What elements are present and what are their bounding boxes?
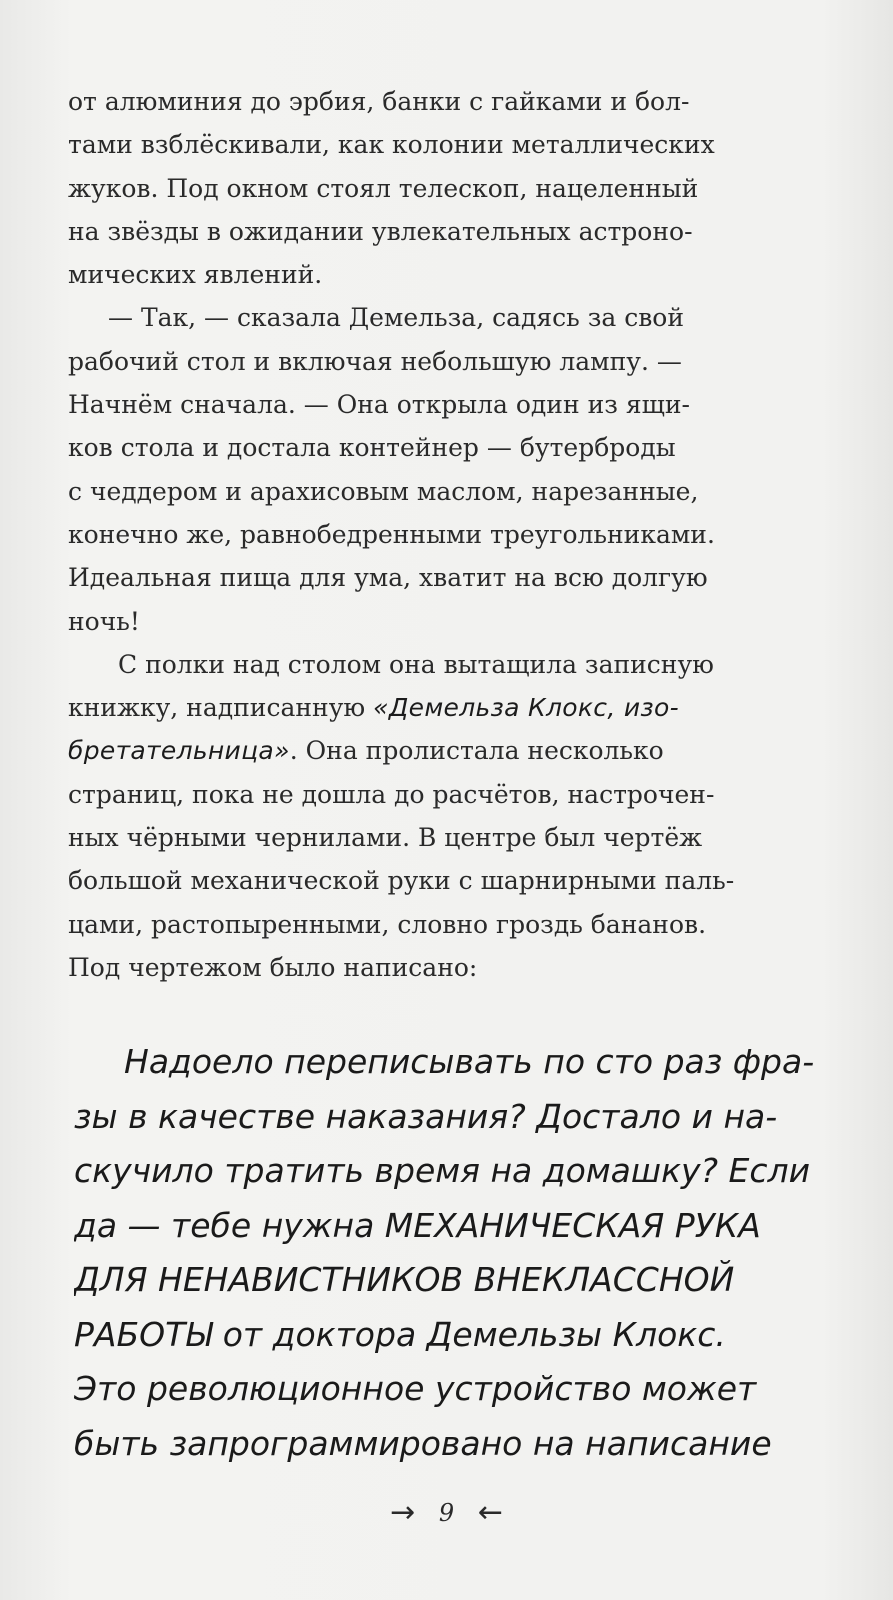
text-line xyxy=(68,686,813,729)
text-line: на звёзды в ожидании увлекательных астроно- xyxy=(68,216,693,246)
text-line: страниц, пока не дошла до расчётов, настрочен- xyxy=(68,779,715,809)
handwritten-line: Надоело переписывать по сто раз фра- xyxy=(124,1042,815,1081)
text-line: Идеальная пища для ума, хватит на всю долгую xyxy=(68,563,708,593)
handwritten-line: РАБОТЫ от доктора Демельзы Клокс. xyxy=(74,1314,726,1354)
handwritten-title: «Демельза Клокс, изо- xyxy=(373,693,679,723)
page-number: 9 xyxy=(438,1498,455,1527)
handwritten-note xyxy=(74,1035,824,1471)
text-line: жуков. Под окном стоял телескоп, нацеленный xyxy=(68,173,699,203)
text-line: с чеддером и арахисовым маслом, нарезанные, xyxy=(68,476,699,506)
handwritten-line: да — тебе нужна МЕХАНИЧЕСКАЯ РУКА xyxy=(74,1205,761,1245)
text-segment: . Она пролистала несколько xyxy=(289,736,664,766)
text-line: от алюминия до эрбия, банки с гайками и бол- xyxy=(68,87,690,116)
body-text xyxy=(68,80,813,989)
text-line: ков стола и достала контейнер — бутерброды xyxy=(68,433,676,463)
handwritten-line: ДЛЯ НЕНАВИСТНИКОВ ВНЕКЛАССНОЙ xyxy=(74,1260,735,1299)
arrow-right-icon: → xyxy=(390,1495,416,1530)
page-footer xyxy=(0,1495,893,1530)
text-line: тами взблёскивали, как колонии металлических xyxy=(68,130,715,160)
text-line: Под чертежом было написано: xyxy=(68,952,478,982)
text-line: — Так, — сказала Демельза, садясь за свой xyxy=(108,303,684,333)
handwritten-title: бретательница» xyxy=(68,736,290,766)
arrow-left-icon: ← xyxy=(477,1495,503,1530)
text-line: Начнём сначала. — Она открыла один из ящи- xyxy=(68,390,690,420)
text-line: рабочий стол и включая небольшую лампу. — xyxy=(68,346,682,376)
handwritten-line: зы в качестве наказания? Достало и на- xyxy=(74,1096,778,1136)
text-line xyxy=(68,729,813,772)
text-line: ных чёрными чернилами. В центре был чертёж xyxy=(68,823,703,853)
text-line: цами, растопыренными, словно гроздь бананов. xyxy=(68,909,707,939)
text-line: ночь! xyxy=(68,606,140,636)
handwritten-line: быть запрограммировано на написание xyxy=(74,1423,772,1463)
text-line: С полки над столом она вытащила записную xyxy=(118,649,714,679)
text-line: мических явлений. xyxy=(68,260,323,290)
handwritten-line: Это революционное устройство может xyxy=(74,1369,757,1408)
text-line: большой механической руки с шарнирными паль- xyxy=(68,866,735,896)
handwritten-line: скучило тратить время на домашку? Если xyxy=(74,1151,811,1190)
text-segment: книжку, надписанную xyxy=(68,693,374,723)
text-line: конечно же, равнобедренными треугольниками. xyxy=(68,519,715,549)
